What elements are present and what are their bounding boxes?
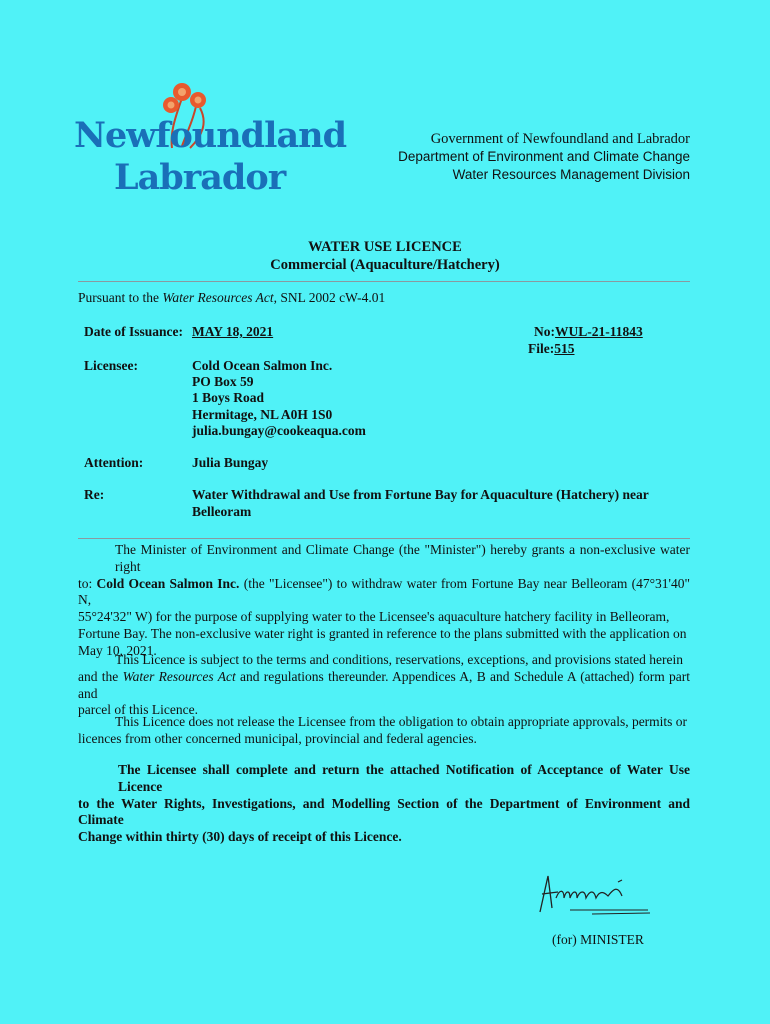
title-line-1: WATER USE LICENCE — [308, 239, 462, 255]
p1-line-2a: to: — [78, 575, 97, 591]
p1-line-5: May 10, 2021. — [78, 642, 157, 658]
logo-newfoundland-text: Newfoundland — [74, 115, 347, 156]
re-line-2: Belleoram — [192, 503, 252, 519]
divider-2 — [78, 538, 690, 539]
pursuant-line — [78, 290, 385, 307]
p1-line-2 — [78, 576, 690, 610]
pursuant-suffix: , SNL 2002 cW-4.01 — [273, 290, 386, 305]
p1-line-4: Fortune Bay. The non-exclusive water right is granted in reference to the plans submitted with the application on — [78, 625, 687, 641]
signature-caption: (for) MINISTER — [552, 932, 644, 947]
file-value: 515 — [554, 341, 575, 356]
attention-label: Attention: — [84, 455, 144, 470]
government-name: Government of Newfoundland and Labrador — [430, 131, 690, 147]
file-label: File: — [528, 341, 555, 356]
obligation-paragraph — [78, 714, 690, 748]
p2-line-2 — [78, 669, 690, 703]
attention-value: Julia Bungay — [192, 455, 269, 470]
p4-line-3: Change within thirty (30) days of receipt of this Licence. — [78, 829, 402, 845]
pursuant-prefix: Pursuant to the — [78, 290, 163, 305]
licensee-label: Licensee: — [84, 358, 138, 373]
minister-signature — [530, 868, 655, 920]
p1-line-3: 55°24'32" W) for the purpose of supplying water to the Licensee's aquaculture hatchery facility in Belleoram, — [78, 609, 670, 625]
p4-line-2: to the Water Rights, Investigations, and Modelling Section of the Department of Environment and Climate — [78, 795, 690, 828]
logo-labrador-text: Labrador — [114, 157, 286, 198]
p1-line-2c: (the "Licensee") to withdraw water from Fortune Bay near Belleoram (47°31'40" N, — [78, 575, 690, 608]
p3-line-2: licences from other concerned municipal, provincial and federal agencies. — [78, 730, 477, 746]
p2-line-1: This Licence is subject to the terms and conditions, reservations, exceptions, and provisions stated herein — [115, 652, 683, 667]
p2-line-2c: and regulations thereunder. Appendices A, B and Schedule A (attached) form part and — [78, 668, 690, 701]
terms-paragraph — [78, 652, 690, 719]
p4-line-1: The Licensee shall complete and return the attached Notification of Acceptance of Water Use Licence — [118, 762, 690, 794]
newfoundland-labrador-logo — [70, 78, 347, 208]
licence-number — [534, 324, 643, 341]
no-label: No: — [534, 324, 555, 339]
date-value: MAY 18, 2021 — [192, 324, 274, 339]
acceptance-paragraph — [78, 762, 690, 846]
document-title — [0, 238, 770, 274]
licensee-street: 1 Boys Road — [192, 390, 265, 406]
pursuant-act: Water Resources Act — [162, 290, 274, 305]
licensee-city: Hermitage, NL A0H 1S0 — [192, 406, 333, 422]
no-value: WUL-21-11843 — [555, 324, 643, 339]
p2-act: Water Resources Act — [122, 668, 236, 684]
p1-line-1: The Minister of Environment and Climate Change (the "Minister") hereby grants a non-exclusive water right — [115, 542, 690, 574]
divider — [78, 281, 690, 282]
re-label: Re: — [84, 487, 105, 502]
licensee-email: julia.bungay@cookeaqua.com — [192, 422, 366, 438]
file-number — [528, 341, 575, 358]
re-value — [192, 487, 649, 520]
p1-licensee-name: Cold Ocean Salmon Inc. — [96, 575, 240, 591]
p2-line-2a: and the — [78, 668, 123, 684]
licensee-address — [192, 358, 366, 439]
p3-line-1: This Licence does not release the Licensee from the obligation to obtain appropriate approvals, permits or — [115, 714, 688, 729]
grant-paragraph — [78, 542, 690, 660]
re-line-1: Water Withdrawal and Use from Fortune Bay for Aquaculture (Hatchery) near — [192, 487, 649, 502]
licensee-name: Cold Ocean Salmon Inc. — [192, 358, 333, 373]
department-name: Department of Environment and Climate Change — [398, 149, 690, 164]
title-line-2: Commercial (Aquaculture/Hatchery) — [270, 257, 500, 273]
division-name: Water Resources Management Division — [452, 167, 690, 182]
date-label: Date of Issuance: — [84, 324, 183, 339]
letterhead — [398, 130, 690, 184]
licensee-po-box: PO Box 59 — [192, 374, 254, 390]
p2-line-3: parcel of this Licence. — [78, 702, 198, 718]
